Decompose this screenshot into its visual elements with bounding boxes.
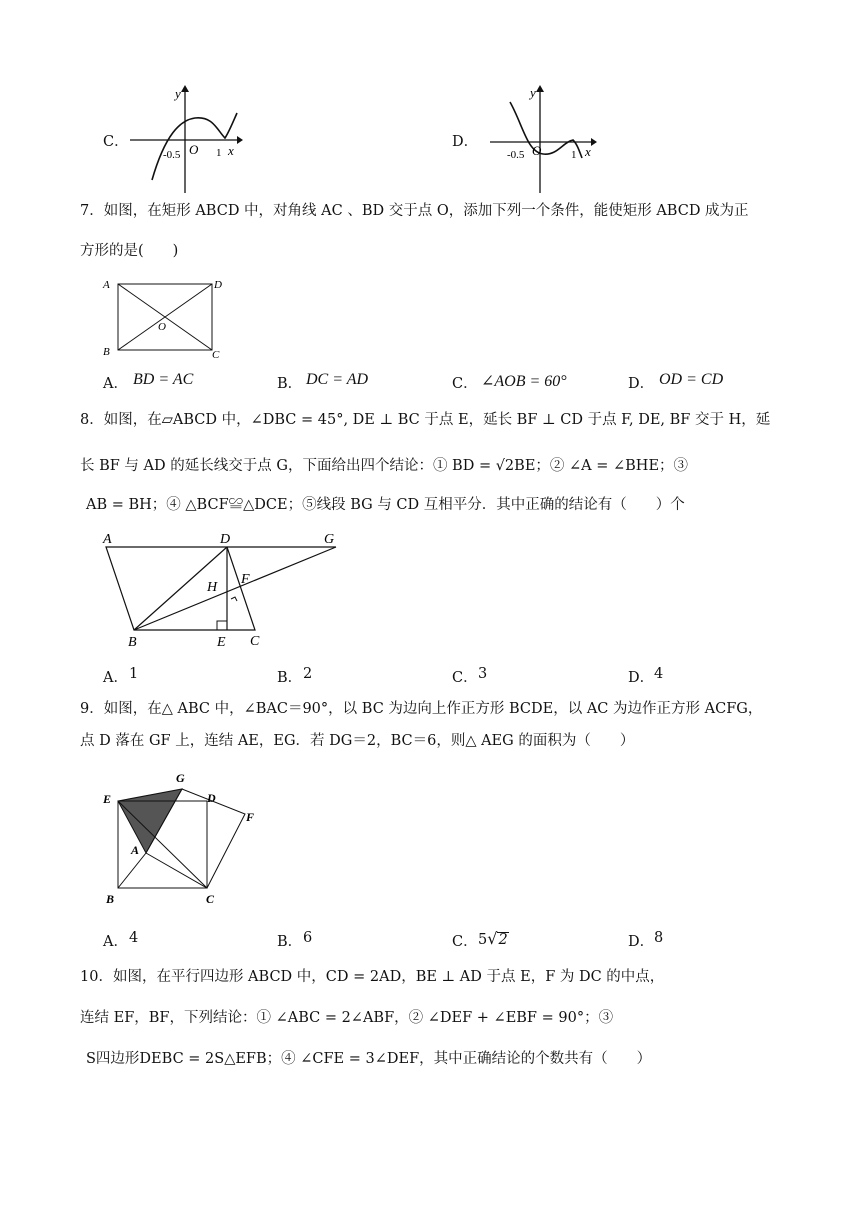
q6-d-x-label: x — [585, 144, 591, 159]
q8-option-d-text: 4 — [654, 666, 664, 682]
q6-option-d-label: D． — [452, 134, 479, 150]
q8-label-g: G — [324, 532, 335, 547]
q6-graph-d — [485, 80, 600, 195]
radical-sign-icon: √ — [487, 929, 498, 948]
q6-d-tick-one: 1 — [571, 149, 577, 161]
q9-stem-line1: 9．如图，在△ ABC 中，∠BAC＝90°，以 BC 为边向上作正方形 BCDE，以 AC 为边作正方形 ACFG， — [80, 701, 763, 717]
q10-stem-line1: 10．如图，在平行四边形 ABCD 中，CD = 2AD，BE ⊥ AD 于点 E，F 为 DC 的中点， — [80, 969, 665, 985]
q9-label-g: G — [176, 771, 185, 785]
q7-figure — [100, 275, 230, 363]
q6-option-c-label: C． — [103, 134, 129, 150]
q9-label-f: F — [246, 810, 255, 824]
q6-c-x-label: x — [228, 143, 234, 158]
q9-option-d-label: D． — [628, 934, 655, 950]
q9-option-d-text: 8 — [654, 930, 664, 946]
q8-option-c-label: C． — [452, 670, 478, 686]
q8-label-e: E — [217, 635, 226, 650]
q7-option-d-label: D． — [628, 376, 655, 392]
q8-option-d-label: D． — [628, 670, 655, 686]
q9-stem-line2: 点 D 落在 GF 上，连结 AE，EG．若 DG＝2，BC＝6，则△ AEG 的面积为（ ） — [80, 733, 635, 749]
q7-option-a-label: A． — [103, 376, 128, 392]
q6-graph-c — [125, 80, 245, 195]
q7-option-b-text: DC = AD — [306, 371, 369, 388]
q7-label-o: O — [158, 321, 166, 333]
q9-figure — [100, 765, 265, 910]
q6-c-y-label: y — [175, 86, 181, 101]
q7-option-b-label: B． — [277, 376, 303, 392]
q8-label-d: D — [220, 532, 231, 547]
q6-c-tick-one: 1 — [216, 147, 222, 159]
q9-option-a-label: A． — [103, 934, 128, 950]
q8-option-a-text: 1 — [129, 666, 139, 682]
q7-stem-line2: 方形的是( ) — [80, 243, 179, 259]
q9-option-c-radicand: 2 — [498, 932, 508, 948]
q8-option-b-text: 2 — [303, 666, 313, 682]
q8-label-b: B — [128, 635, 137, 650]
q6-d-origin: O — [532, 143, 542, 158]
q9-option-b-text: 6 — [303, 930, 313, 946]
q6-d-tick-neg: -0.5 — [507, 149, 525, 161]
q6-d-y-label: y — [530, 85, 536, 100]
q6-c-tick-neg: -0.5 — [163, 149, 181, 161]
q8-stem-line1: 8．如图，在▱ABCD 中，∠DBC = 45°, DE ⊥ BC 于点 E，延长 BF ⊥ CD 于点 F, DE, BF 交于 H，延 — [80, 412, 771, 428]
q8-label-a: A — [103, 532, 112, 547]
q10-stem-line3: S四边形DEBC = 2S△EFB；④ ∠CFE = 3∠DEF，其中正确结论的个数共有（ ） — [86, 1051, 652, 1067]
q7-stem-line1: 7．如图，在矩形 ABCD 中，对角线 AC 、BD 交于点 O，添加下列一个条件，能使矩形 ABCD 成为正 — [80, 203, 749, 219]
q9-label-e: E — [103, 792, 112, 806]
q7-option-a-text: BD = AC — [133, 371, 194, 388]
q9-label-b: B — [106, 892, 115, 906]
q9-label-a: A — [131, 843, 140, 857]
q8-option-a-label: A． — [103, 670, 128, 686]
q9-option-c-coef: 5 — [478, 932, 488, 948]
q8-label-h: H — [207, 580, 218, 595]
q7-option-c-text: ∠AOB = 60° — [481, 373, 567, 390]
q7-label-d: D — [214, 279, 222, 291]
q8-option-c-text: 3 — [478, 666, 488, 682]
q7-option-d-text: OD = CD — [659, 371, 724, 388]
q7-label-c: C — [212, 349, 220, 361]
q8-figure — [100, 528, 350, 650]
q10-stem-line2: 连结 EF，BF，下列结论：① ∠ABC = 2∠ABF，② ∠DEF + ∠EBF = 90°；③ — [80, 1010, 614, 1026]
q9-label-d: D — [207, 791, 216, 805]
q9-option-c-text — [478, 929, 509, 948]
q8-label-f: F — [241, 572, 250, 587]
q6-c-origin: O — [189, 142, 199, 157]
q7-label-a: A — [103, 279, 110, 291]
q9-option-c-label: C． — [452, 934, 478, 950]
q9-option-a-text: 4 — [129, 930, 139, 946]
q8-label-c: C — [250, 634, 260, 649]
q8-stem-line2: 长 BF 与 AD 的延长线交于点 G，下面给出四个结论：① BD = √2BE；② ∠A = ∠BHE；③ — [80, 458, 689, 474]
q9-option-b-label: B． — [277, 934, 303, 950]
q8-option-b-label: B． — [277, 670, 303, 686]
q7-option-c-label: C． — [452, 376, 478, 392]
q7-label-b: B — [103, 346, 110, 358]
q8-stem-line3: AB = BH；④ △BCF≌△DCE；⑤线段 BG 与 CD 互相平分．其中正确的结论有（ ）个 — [86, 497, 685, 513]
q9-label-c: C — [206, 892, 215, 906]
